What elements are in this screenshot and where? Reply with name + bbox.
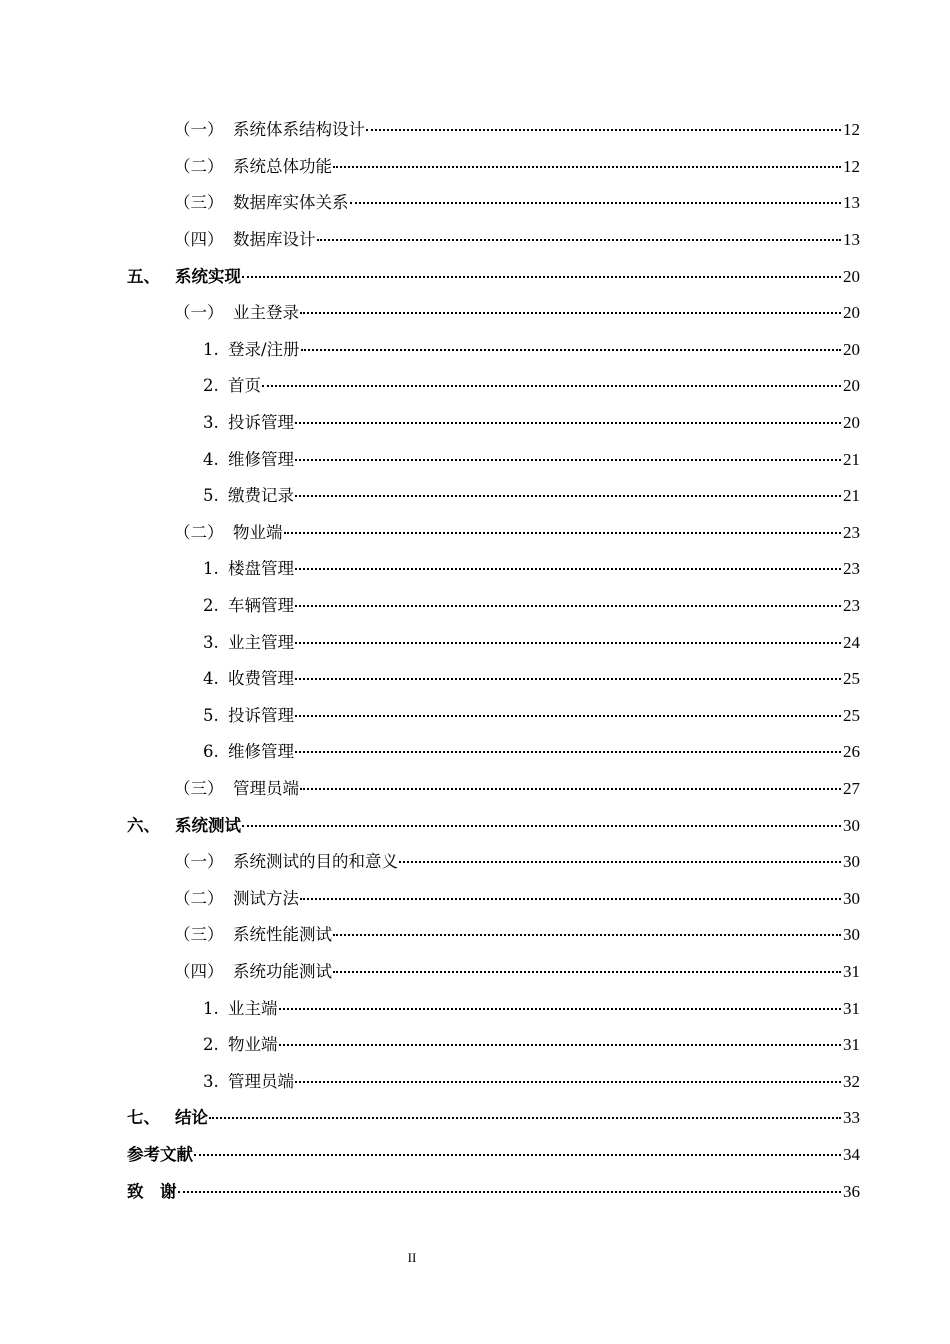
toc-entry-page: 25 [843, 669, 860, 689]
toc-entry[interactable] [0, 588, 950, 625]
toc-entry-number: 2. [203, 596, 219, 616]
toc-entry-title: 系统实现 [175, 266, 241, 286]
toc-entry[interactable] [0, 1173, 950, 1210]
toc-entry-number: 七、 [127, 1108, 160, 1128]
toc-entry-number: 1. [203, 998, 219, 1018]
toc-entry[interactable] [0, 149, 950, 186]
toc-dot-leader [301, 349, 841, 351]
toc-entry-number: 2. [203, 376, 219, 396]
toc-entry-page: 20 [843, 303, 860, 323]
toc-entry-page: 20 [843, 376, 860, 396]
toc-dot-leader [209, 1117, 841, 1119]
toc-entry-page: 12 [843, 156, 860, 176]
toc-dot-leader [295, 459, 841, 461]
toc-dot-leader [295, 751, 841, 753]
toc-entry-page: 21 [843, 486, 860, 506]
toc-entry-page: 32 [843, 1071, 860, 1091]
toc-entry[interactable] [0, 1100, 950, 1137]
toc-entry-title: 投诉管理 [228, 705, 294, 725]
toc-dot-leader [350, 202, 842, 204]
toc-entry-number: 2. [203, 1035, 219, 1055]
toc-entry-page: 20 [843, 266, 860, 286]
toc-entry-page: 30 [843, 925, 860, 945]
toc-entry-page: 24 [843, 632, 860, 652]
toc-entry-number: （三） [174, 193, 224, 213]
toc-dot-leader [295, 642, 841, 644]
toc-dot-leader [295, 715, 841, 717]
toc-entry-number: （一） [174, 120, 224, 140]
page-footer [0, 1250, 950, 1266]
toc-entry[interactable] [0, 624, 950, 661]
toc-entry-page: 30 [843, 888, 860, 908]
toc-dot-leader [279, 1008, 842, 1010]
toc-entry-number: 5. [203, 705, 219, 725]
toc-dot-leader [300, 312, 841, 314]
toc-entry[interactable] [0, 405, 950, 442]
toc-dot-leader [242, 276, 841, 278]
toc-entry-page: 13 [843, 230, 860, 250]
toc-entry-title: 维修管理 [228, 449, 294, 469]
toc-entry-title: 登录/注册 [228, 339, 300, 359]
toc-entry-number: （一） [174, 852, 224, 872]
toc-entry-title: 系统总体功能 [233, 156, 332, 176]
toc-entry-number: 1. [203, 559, 219, 579]
toc-entry[interactable] [0, 258, 950, 295]
toc-entry-title: 楼盘管理 [228, 559, 294, 579]
toc-entry-page: 30 [843, 852, 860, 872]
table-of-contents [0, 112, 950, 1210]
toc-dot-leader [333, 934, 841, 936]
toc-entry[interactable] [0, 185, 950, 222]
toc-entry-number: （二） [174, 156, 224, 176]
toc-entry[interactable] [0, 112, 950, 149]
toc-entry-title: 业主管理 [228, 632, 294, 652]
toc-dot-leader [366, 129, 841, 131]
toc-entry-number: 五、 [127, 266, 160, 286]
toc-entry[interactable] [0, 771, 950, 808]
toc-entry[interactable] [0, 295, 950, 332]
toc-dot-leader [295, 495, 841, 497]
toc-entry-number: （二） [174, 888, 224, 908]
toc-entry-title: 管理员端 [233, 778, 299, 798]
toc-entry-page: 20 [843, 339, 860, 359]
toc-entry[interactable] [0, 734, 950, 771]
toc-dot-leader [284, 532, 842, 534]
toc-dot-leader [262, 385, 841, 387]
toc-entry[interactable] [0, 698, 950, 735]
toc-entry-page: 23 [843, 522, 860, 542]
toc-dot-leader [242, 825, 841, 827]
toc-entry[interactable] [0, 844, 950, 881]
toc-entry-title: 维修管理 [228, 742, 294, 762]
toc-dot-leader [300, 788, 841, 790]
toc-entry[interactable] [0, 515, 950, 552]
toc-entry-number: （三） [174, 925, 224, 945]
toc-dot-leader [279, 1044, 842, 1046]
toc-entry-title: 缴费记录 [228, 486, 294, 506]
toc-entry-title: 测试方法 [233, 888, 299, 908]
toc-dot-leader [333, 166, 841, 168]
toc-entry[interactable] [0, 1137, 950, 1174]
toc-entry[interactable] [0, 917, 950, 954]
toc-entry-page: 34 [843, 1144, 860, 1164]
toc-entry-title: 物业端 [233, 522, 283, 542]
toc-entry-number: （三） [174, 778, 224, 798]
toc-entry-page: 12 [843, 120, 860, 140]
toc-entry[interactable] [0, 880, 950, 917]
toc-entry[interactable] [0, 661, 950, 698]
toc-entry-title: 管理员端 [228, 1071, 294, 1091]
toc-entry[interactable] [0, 1063, 950, 1100]
toc-entry[interactable] [0, 990, 950, 1027]
toc-entry-page: 31 [843, 1035, 860, 1055]
toc-entry-title: 数据库实体关系 [233, 193, 349, 213]
toc-entry[interactable] [0, 441, 950, 478]
toc-entry-page: 20 [843, 413, 860, 433]
toc-entry-title: 参考文献 [127, 1144, 193, 1164]
toc-entry-title: 致 谢 [127, 1181, 177, 1201]
toc-dot-leader [194, 1154, 841, 1156]
toc-entry-title: 物业端 [228, 1035, 278, 1055]
toc-entry-number: （四） [174, 230, 224, 250]
toc-dot-leader [295, 568, 841, 570]
toc-entry-number: 1. [203, 339, 219, 359]
toc-entry-title: 业主端 [228, 998, 278, 1018]
toc-entry[interactable] [0, 368, 950, 405]
toc-entry-number: 6. [203, 742, 219, 762]
toc-entry-title: 系统测试 [175, 815, 241, 835]
toc-entry-page: 13 [843, 193, 860, 213]
toc-entry[interactable] [0, 954, 950, 991]
toc-entry[interactable] [0, 807, 950, 844]
toc-entry-title: 收费管理 [228, 669, 294, 689]
toc-entry-page: 23 [843, 596, 860, 616]
toc-entry[interactable] [0, 332, 950, 369]
toc-entry-page: 36 [843, 1181, 860, 1201]
toc-entry-title: 投诉管理 [228, 413, 294, 433]
toc-entry-number: 3. [203, 1071, 219, 1091]
toc-entry-title: 结论 [175, 1108, 208, 1128]
toc-entry-title: 系统测试的目的和意义 [233, 852, 398, 872]
toc-entry-page: 23 [843, 559, 860, 579]
toc-entry-number: 4. [203, 669, 219, 689]
toc-entry-page: 27 [843, 778, 860, 798]
page-number: II [407, 1250, 417, 1265]
toc-entry-number: 3. [203, 632, 219, 652]
toc-entry-title: 首页 [228, 376, 261, 396]
toc-entry[interactable] [0, 222, 950, 259]
toc-entry-page: 25 [843, 705, 860, 725]
toc-entry-page: 31 [843, 961, 860, 981]
toc-entry-page: 30 [843, 815, 860, 835]
toc-dot-leader [295, 422, 841, 424]
toc-entry-page: 21 [843, 449, 860, 469]
toc-entry-title: 系统性能测试 [233, 925, 332, 945]
toc-dot-leader [178, 1191, 842, 1193]
toc-entry-number: （二） [174, 522, 224, 542]
toc-entry-page: 31 [843, 998, 860, 1018]
toc-dot-leader [333, 971, 841, 973]
toc-entry-title: 车辆管理 [228, 596, 294, 616]
toc-entry-number: 5. [203, 486, 219, 506]
toc-entry-number: （四） [174, 961, 224, 981]
toc-entry-title: 系统功能测试 [233, 961, 332, 981]
toc-entry-title: 数据库设计 [233, 230, 316, 250]
toc-dot-leader [295, 605, 841, 607]
toc-entry[interactable] [0, 478, 950, 515]
toc-entry-page: 26 [843, 742, 860, 762]
toc-entry[interactable] [0, 1027, 950, 1064]
toc-dot-leader [300, 898, 841, 900]
toc-entry-number: 六、 [127, 815, 160, 835]
toc-entry-number: 4. [203, 449, 219, 469]
toc-dot-leader [295, 678, 841, 680]
toc-entry-title: 业主登录 [233, 303, 299, 323]
toc-entry-number: （一） [174, 303, 224, 323]
toc-entry-number: 3. [203, 413, 219, 433]
toc-entry-title: 系统体系结构设计 [233, 120, 365, 140]
toc-dot-leader [317, 239, 842, 241]
toc-entry-page: 33 [843, 1108, 860, 1128]
toc-dot-leader [399, 861, 841, 863]
toc-entry[interactable] [0, 551, 950, 588]
toc-dot-leader [295, 1081, 841, 1083]
